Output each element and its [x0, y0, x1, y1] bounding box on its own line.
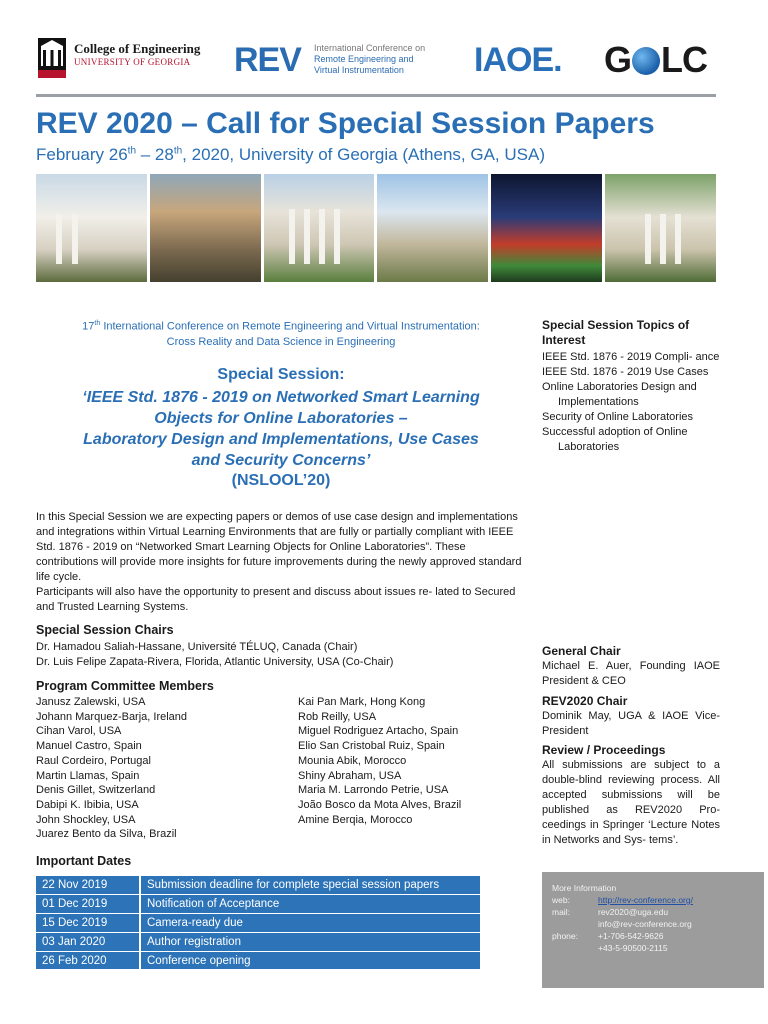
phone-number: +1-706-542-9626 — [598, 931, 664, 941]
committee-member: Miguel Rodriguez Artacho, Spain — [298, 725, 459, 738]
rev-logo — [234, 40, 454, 80]
committee-member: Shiny Abraham, USA — [298, 769, 402, 782]
date-cell: 26 Feb 2020 — [36, 951, 140, 970]
date-cell: 22 Nov 2019 — [36, 876, 140, 895]
table-row — [36, 951, 480, 970]
committee-member: Manuel Castro, Spain — [36, 740, 142, 753]
campus-photo-6 — [605, 174, 716, 282]
phone-label: phone: — [552, 931, 578, 941]
event-cell: Conference opening — [140, 951, 480, 970]
uga-university-name: UNIVERSITY OF GEORGIA — [74, 57, 191, 67]
rev-logo-text: REV — [234, 41, 301, 79]
rev-sub-line2: Remote Engineering and — [314, 54, 414, 64]
review-heading: Review / Proceedings — [542, 743, 666, 757]
phone-number: +43-5-90500-2115 — [598, 943, 668, 953]
chair-item: Dr. Hamadou Saliah-Hassane, Université TÉLUQ, Canada (Chair) — [36, 641, 358, 653]
web-label: web: — [552, 895, 570, 905]
committee-member: Maria M. Larrondo Petrie, USA — [298, 784, 449, 797]
globe-icon — [632, 47, 660, 75]
date-cell: 03 Jan 2020 — [36, 932, 140, 951]
committee-member: Cihan Varol, USA — [36, 725, 122, 738]
photo-strip — [36, 174, 716, 282]
iaoe-logo: IAOE. — [474, 41, 562, 79]
special-session-label: Special Session: — [217, 366, 345, 383]
committee-member: Elio San Cristobal Ruiz, Spain — [298, 740, 445, 753]
special-session-acronym: (NSLOOL’20) — [231, 472, 331, 489]
golc-g: G — [604, 39, 632, 80]
topic-item: Online Laboratories Design and Implementations — [542, 381, 697, 408]
review-proceedings — [542, 743, 720, 848]
uga-college-name: College of Engineering — [74, 41, 201, 56]
campus-photo-3 — [264, 174, 375, 282]
general-chair-text: Michael E. Auer, Founding IAOE President & CEO — [542, 660, 720, 687]
date-cell: 01 Dec 2019 — [36, 895, 140, 914]
event-cell: Submission deadline for complete special session papers — [140, 876, 480, 895]
campus-photo-4 — [377, 174, 488, 282]
rev-sub-line3: Virtual Instrumentation — [314, 65, 404, 75]
stadium-photo — [491, 174, 602, 282]
email-address[interactable]: rev2020@uga.edu — [598, 907, 669, 917]
committee-member: Juarez Bento da Silva, Brazil — [36, 828, 177, 841]
golc-rest: LC — [661, 39, 708, 80]
chairs-list — [36, 640, 536, 670]
committee-member: Mounia Abik, Morocco — [298, 754, 407, 767]
review-text: All submissions are subject to a double-blind reviewing process. All accepted submissions will be published as REV2020 Pro- ceedings in Springer ‘Lecture Notes in Networks and Sys- tems’. — [542, 759, 720, 846]
rev-chair — [542, 694, 720, 739]
rev-chair-heading: REV2020 Chair — [542, 694, 628, 708]
event-cell: Camera-ready due — [140, 914, 480, 933]
special-session-title: ‘IEEE Std. 1876 - 2019 on Networked Smart Learning Objects for Online Laboratories – Laboratory Design and Implementations, Use Cases and Security Concerns’ — [82, 389, 480, 469]
golc-logo — [604, 40, 707, 80]
topic-item: Security of Online Laboratories — [542, 411, 694, 423]
important-dates-table — [36, 876, 480, 970]
table-row — [36, 876, 480, 895]
rev-logo-subtitle — [314, 43, 425, 76]
topics-heading: Special Session Topics of Interest — [542, 318, 690, 347]
committee-member: Denis Gillet, Switzerland — [36, 784, 156, 797]
more-info-heading: More Information — [552, 883, 617, 893]
table-row — [36, 914, 480, 933]
header-divider — [36, 94, 716, 97]
topic-item: Successful adoption of Online Laboratories — [542, 426, 688, 453]
general-chair-heading: General Chair — [542, 644, 621, 658]
website-link[interactable]: http://rev-conference.org/ — [598, 895, 693, 905]
rev-chair-text: Dominik May, UGA & IAOE Vice-President — [542, 710, 720, 737]
uga-arch-icon — [38, 38, 66, 78]
description-paragraph-2: Participants will also have the opportunity to present and discuss about issues re- lated to Secured and Trusted Learning Systems. — [36, 586, 516, 613]
table-row — [36, 932, 480, 951]
campus-photo-1 — [36, 174, 147, 282]
page-title: REV 2020 – Call for Special Session Papers — [36, 107, 655, 140]
topic-item: IEEE Std. 1876 - 2019 Use Cases — [542, 366, 709, 378]
committee-column-2 — [298, 695, 461, 827]
committee-heading: Program Committee Members — [36, 679, 214, 693]
committee-member: John Shockley, USA — [36, 813, 136, 826]
committee-member: Martin Llamas, Spain — [36, 769, 140, 782]
topic-item: IEEE Std. 1876 - 2019 Compli- ance — [542, 351, 720, 363]
committee-column-1 — [36, 695, 187, 842]
committee-member: Raul Cordeiro, Portugal — [36, 754, 151, 767]
event-cell: Author registration — [140, 932, 480, 951]
general-chair — [542, 644, 720, 689]
more-info-box — [542, 872, 764, 988]
committee-member: Johann Marquez-Barja, Ireland — [36, 710, 188, 723]
campus-photo-2 — [150, 174, 261, 282]
rev-sub-line1: International Conference on — [314, 43, 426, 53]
email-address[interactable]: info@rev-conference.org — [598, 919, 692, 929]
date-cell: 15 Dec 2019 — [36, 914, 140, 933]
session-description — [36, 510, 526, 615]
committee-member: Amine Berqia, Morocco — [298, 813, 413, 826]
event-cell: Notification of Acceptance — [140, 895, 480, 914]
conference-intro: 17th International Conference on Remote Engineering and Virtual Instrumentation: Cross Reality and Data Science in Engineering — [82, 320, 480, 348]
committee-member: Kai Pan Mark, Hong Kong — [298, 696, 426, 708]
committee-member: João Bosco da Mota Alves, Brazil — [298, 798, 462, 811]
conference-dates: February 26th – 28th, 2020, University of Georgia (Athens, GA, USA) — [36, 145, 545, 164]
mail-label: mail: — [552, 907, 570, 917]
important-dates-heading: Important Dates — [36, 854, 132, 868]
uga-logo — [38, 38, 218, 78]
chair-item: Dr. Luis Felipe Zapata-Rivera, Florida, Atlantic University, USA (Co-Chair) — [36, 656, 394, 668]
description-paragraph-1: In this Special Session we are expecting papers or demos of use case design and implementations and integrations within Virtual Learning Environments that are fully or partially compliant with IEEE Std. 1876 - 2019 on “Networked Smart Learning Objects for Online Laboratories”. These contributions will provide more insights for future improvements during the newly approved standard life cycle. — [36, 511, 522, 583]
committee-member: Dabipi K. Ibibia, USA — [36, 798, 139, 811]
topics-of-interest — [542, 318, 724, 455]
table-row — [36, 895, 480, 914]
committee-member: Janusz Zalewski, USA — [36, 696, 146, 708]
chairs-heading: Special Session Chairs — [36, 623, 174, 637]
committee-member: Rob Reilly, USA — [298, 710, 377, 723]
